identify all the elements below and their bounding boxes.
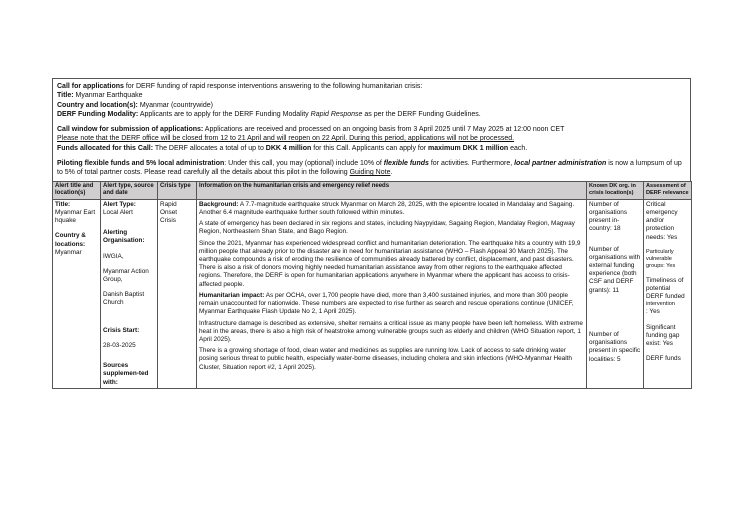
header-crisis-type: Crisis type: [158, 181, 197, 199]
header-known-orgs: Known DK org. in crisis location(s): [587, 181, 644, 199]
cell-crisis-type: Rapid Onset Crisis: [158, 199, 197, 388]
call-document: [52, 78, 691, 389]
header-alert-type: Alert type, source and date: [101, 181, 158, 199]
closed-notice: Please note that the DERF office will be closed from 12 to 21 April and will reopen on 22 April. During this period, applications will not be processed.: [57, 135, 515, 143]
title-line: Title: Myanmar Earthquake: [57, 92, 143, 100]
alert-table: [52, 181, 692, 389]
country-line: Country and location(s): Myanmar (countrywide): [57, 101, 213, 109]
call-header-box: [52, 78, 691, 182]
header-alert-title: Alert title and location(s): [53, 181, 101, 199]
cell-known-orgs: Number of organisations present in-country: 18 Number of organisations with external funding experience (both CSF and DERF grants): 11 Number of organisations present in specific localities: 5: [587, 199, 644, 388]
cell-info: Background: A 7.7-magnitude earthquake struck Myanmar on March 28, 2025, with the epicentre located in Mandalay and Sagaing. Another 6.4 magnitude earthquake further south followed within minutes. A state of emergency has been declared in six regions and states, including Naypyidaw, Sagaing Region, Mandalay Region, Magway Region, Northeastern Shan State, and Bago Region. Since the 2021, Myanmar has experienced widespread conflict and humanitarian deterioration. The earthquake hits a country with 19,9 million people that already prior to the disaster are in need for humanitarian assistance (WHO – Flash Appeal 30 March 2025). The earthquake compounds a risk of eroding the resilience of communities already battered by conflict, displacement, and past disasters. There is also a risk of donors moving highly needed humanitarian assistance away from other regions to the earthquake affected regions. Therefore, the DERF is open for humanitarian applications anywhere in Myanmar where the applicant has access to crisis-affected people. Humanitarian impact: As per OCHA, over 1,700 people have died, more than 3,400 sustained injuries, and more than 300 people remain unaccounted for nationwide. These numbers are expected to rise further as search and rescue operations continue (UNICEF, Myanmar Earthquake Flash Update No 2, 1 April 2025). Infrastructure damage is described as extensive, shelter remains a critical issue as many people have been left homeless. With extreme heat in the areas, there is also a high risk of heatstroke among vulnerable groups such as elderly and children (WHO Situation report, 1 April 2025). There is a growing shortage of food, clean water and medicines as supplies are running low. Lack of access to safe drinking water posing serious threat to public health, especially water-borne diseases, including cholera and skin infections (WHO-Myanmar Health Cluster, Situation report #2, 1 April 2025).: [197, 199, 587, 388]
call-line: Call for applications for DERF funding of rapid response interventions answering to the following humanitarian crisis:: [57, 83, 423, 90]
background-paragraph: Background: A 7.7-magnitude earthquake struck Myanmar on March 28, 2025, with the epicentre located in Mandalay and Sagaing. Another 6.4 magnitude earthquake further south followed within minutes.: [199, 200, 575, 217]
window-line: Call window for submission of applications: Applications are received and processed on an ongoing basis from 3 April 2025 until 7 May 2025 at 12:00 noon CET: [57, 126, 565, 134]
cell-alert-title: Title: Myanmar Earthquake Country & locations: Myanmar: [53, 199, 101, 388]
header-assessment: Assessment of DERF relevance: [644, 181, 692, 199]
impact-paragraph: Humanitarian impact: As per OCHA, over 1,700 people have died, more than 3,400 sustained injuries, and more than 300 people remain unaccounted for nationwide. These numbers are expected to rise further as search and rescue operations continue (UNICEF, Myanmar Earthquake Flash Update No 2, 1 April 2025).: [199, 291, 574, 316]
guiding-note-link[interactable]: Guiding Note: [349, 169, 391, 177]
header-info: Information on the humanitarian crisis and emergency relief needs: [197, 181, 587, 199]
cell-assessment: Critical emergency and/or protection needs: Yes Particularly vulnerable groups: Yes Timeliness of potential DERF funded intervention : Yes Significant funding gap exist: Yes DERF funds: [644, 199, 692, 388]
table-header-row: [53, 181, 692, 199]
table-row: [53, 199, 692, 388]
modality-line: DERF Funding Modality: Applicants are to apply for the DERF Funding Modality Rapid Response as per the DERF Funding Guidelines.: [57, 110, 481, 118]
funds-line: Funds allocated for this Call: The DERF allocates a total of up to DKK 4 million for this Call. Applicants can apply for maximum DKK 1 million each.: [57, 144, 528, 152]
cell-alert-type: Alert Type: Local Alert Alerting Organisation: IWGIA, Myanmar Action Group, Danish Baptist Church Crisis Start: 28-03-2025 Sources supplemen-ted with:: [101, 199, 158, 388]
pilot-line: Piloting flexible funds and 5% local administration: Under this call, you may (optional) include 10% of flexible funds for activities. Furthermore, local partner administration is now a lumpsum of up to 5% of total partner costs. Please read carefully all the details about this pilot in the following Guiding Note.: [57, 160, 682, 177]
